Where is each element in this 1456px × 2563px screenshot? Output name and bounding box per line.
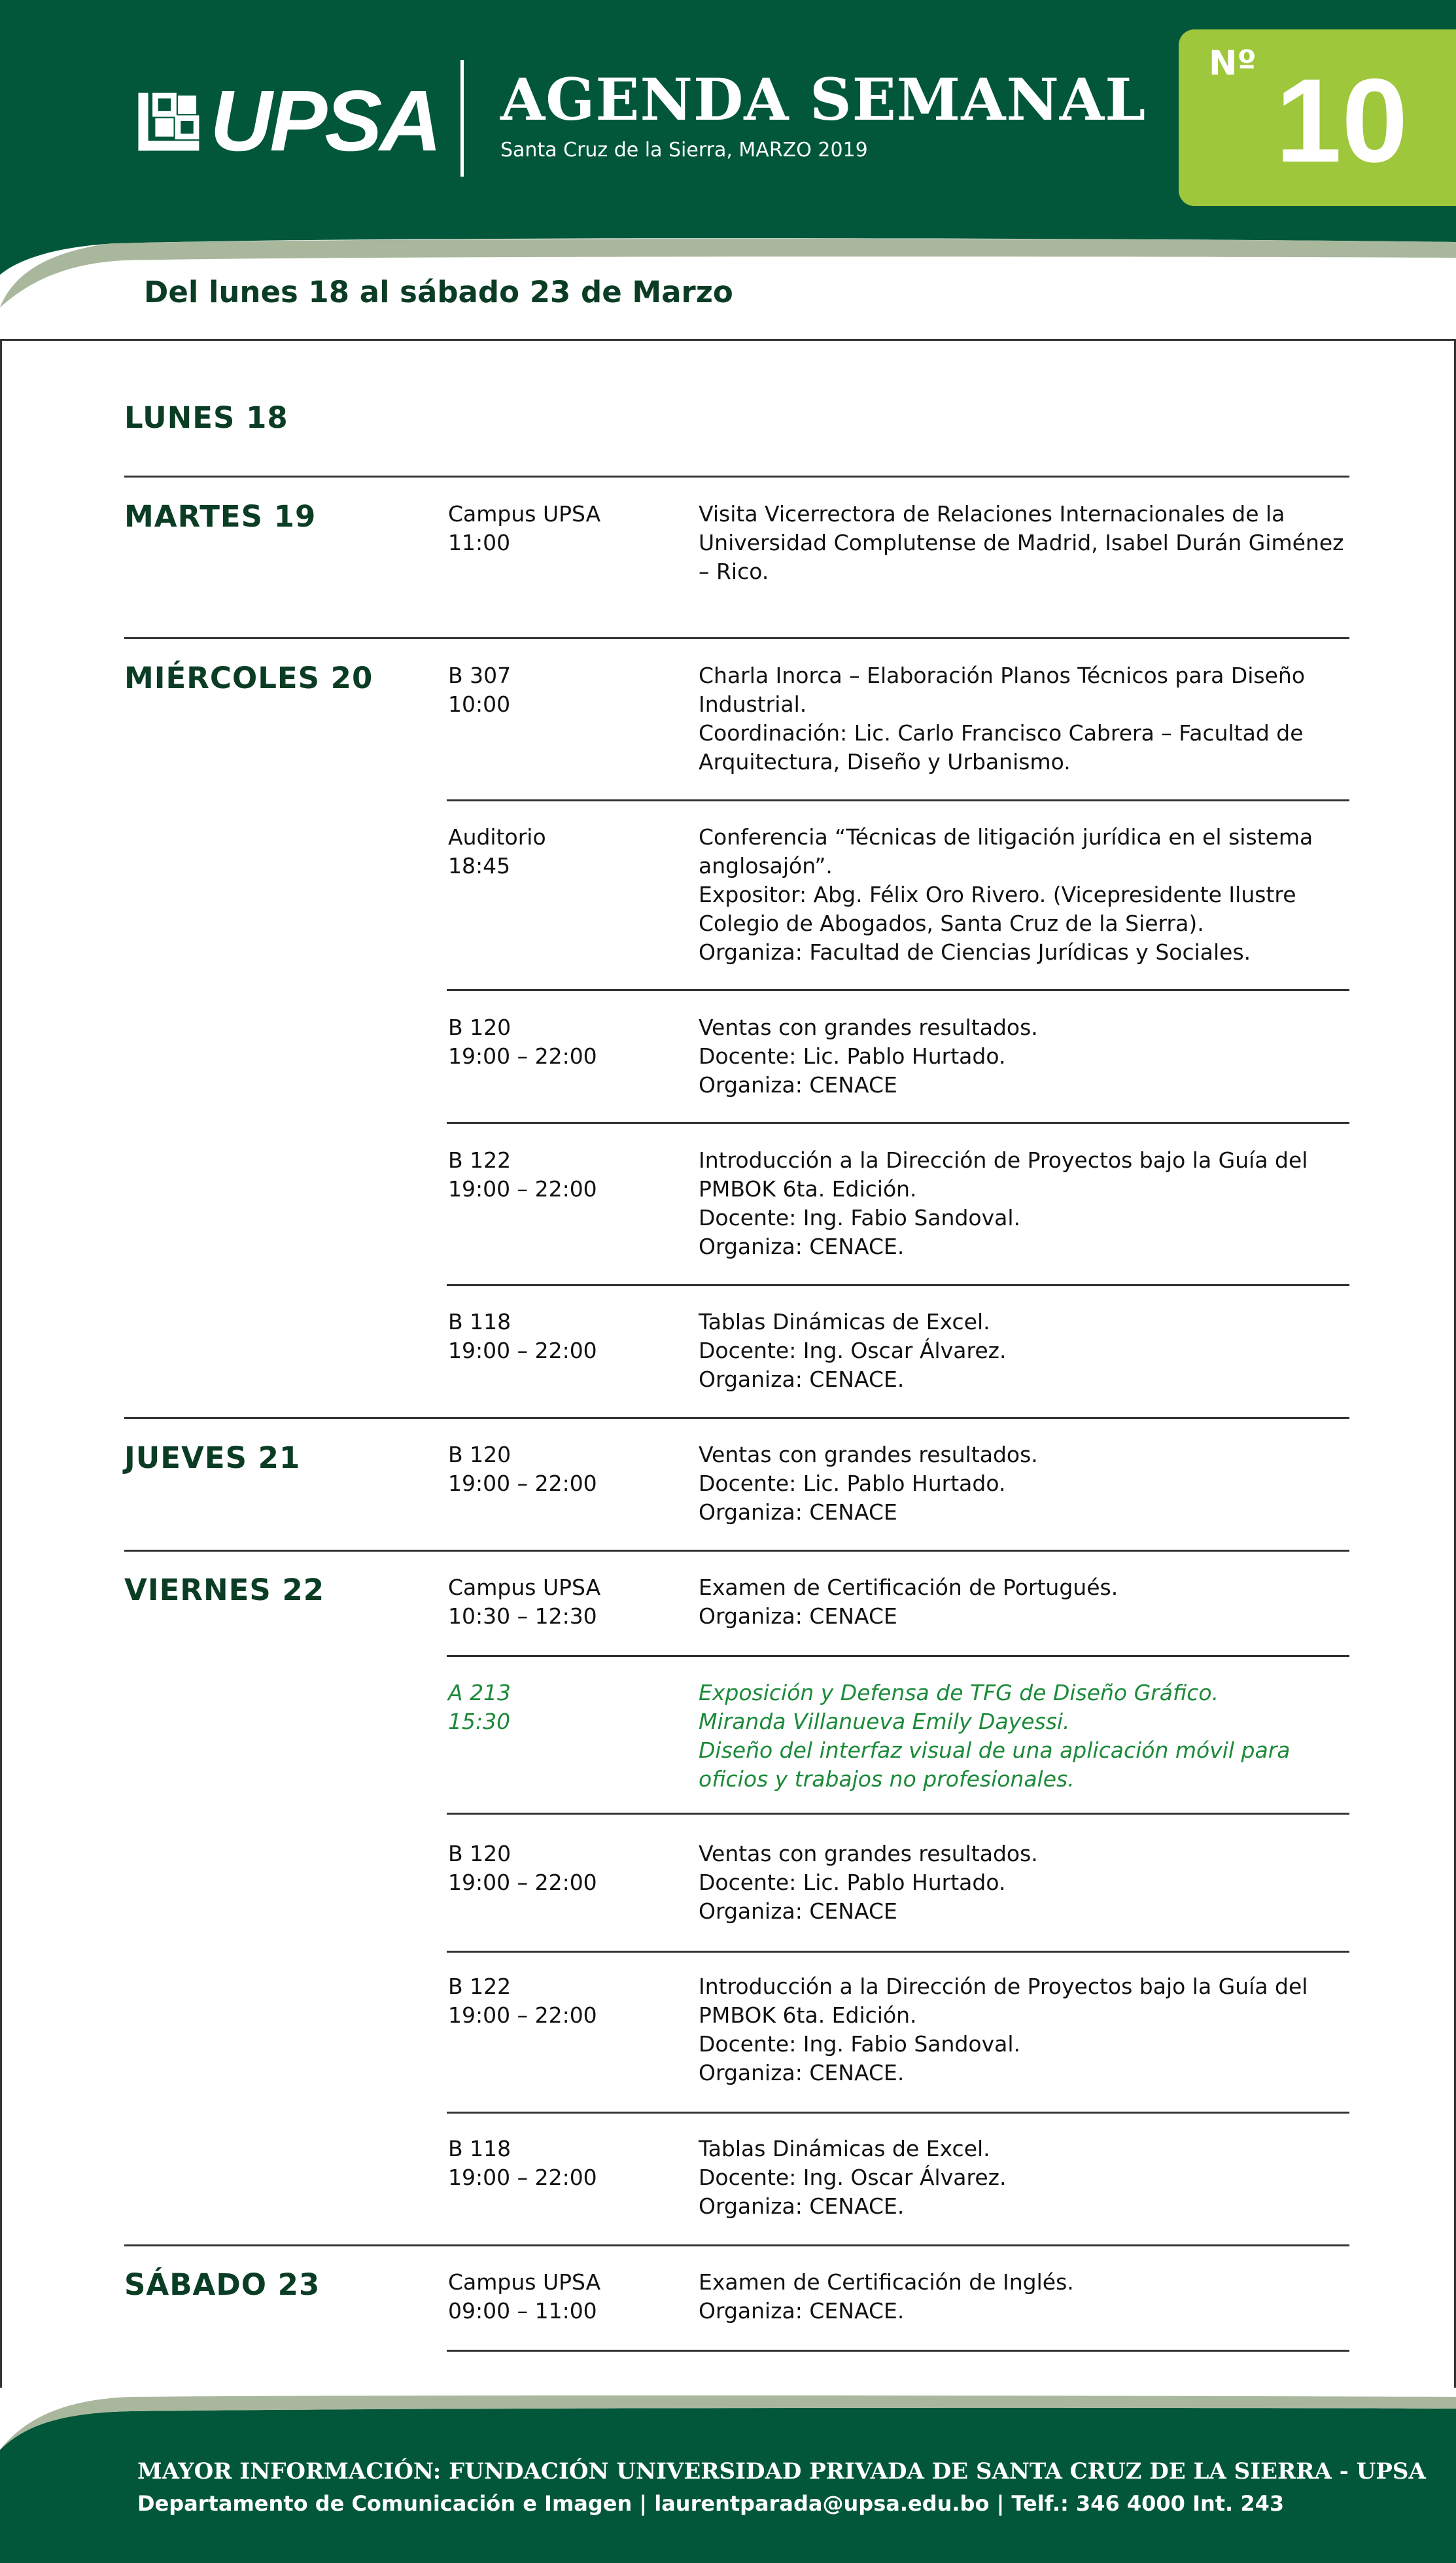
event-description-line: Tablas Dinámicas de Excel.: [699, 2136, 990, 2161]
day-divider: [124, 1417, 1349, 1419]
event-location: B 118: [448, 1309, 511, 1334]
event-description-line: Docente: Ing. Fabio Sandoval.: [699, 1205, 1020, 1230]
issue-number: 10: [1275, 54, 1408, 187]
event-description: [699, 2268, 1353, 2326]
event-description-line: Visita Vicerrectora de Relaciones Internacionales de la: [699, 501, 1285, 527]
event-description-line: Introducción a la Dirección de Proyectos bajo la Guía del: [699, 1147, 1308, 1173]
event-description-line: Docente: Ing. Oscar Álvarez.: [699, 1338, 1007, 1363]
event-description-line: Tablas Dinámicas de Excel.: [699, 1309, 990, 1334]
frame-border-left: [0, 340, 2, 2391]
page-title: AGENDA SEMANAL: [500, 65, 1147, 133]
event-description-line: Coordinación: Lic. Carlo Francisco Cabrera – Facultad de: [699, 720, 1304, 746]
event-time: 11:00: [448, 530, 511, 555]
header-divider: [460, 60, 464, 177]
event-description-line: Docente: Lic. Pablo Hurtado.: [699, 1471, 1006, 1496]
event-description-highlighted: [699, 1679, 1353, 1794]
day-label-miercoles: MIÉRCOLES 20: [124, 661, 373, 695]
day-label-sabado: SÁBADO 23: [124, 2267, 321, 2302]
event-description-line: Organiza: CENACE: [699, 1499, 897, 1525]
event-time: 19:00 – 22:00: [448, 2002, 597, 2028]
event-place: [448, 823, 684, 880]
event-description-line: oficios y trabajos no profesionales.: [699, 1766, 1075, 1792]
day-divider: [124, 637, 1349, 639]
day-label-viernes: VIERNES 22: [124, 1573, 325, 1607]
event-location: B 120: [448, 1442, 511, 1467]
event-description-line: Ventas con grandes resultados.: [699, 1841, 1038, 1866]
event-description-line: – Rico.: [699, 559, 769, 584]
event-description: [699, 1146, 1353, 1261]
event-place-highlighted: [448, 1679, 684, 1736]
event-description-line: Conferencia “Técnicas de litigación jurídica en el sistema: [699, 824, 1313, 850]
event-description: [699, 1839, 1353, 1926]
event-time: 19:00 – 22:00: [448, 2165, 597, 2190]
event-divider: [447, 1655, 1349, 1657]
event-divider: [447, 1122, 1349, 1124]
event-place: [448, 1839, 684, 1897]
event-location: A 213: [448, 1680, 511, 1705]
event-divider: [447, 989, 1349, 991]
header-banner: [0, 0, 1456, 340]
event-time: 19:00 – 22:00: [448, 1870, 597, 1895]
footer-info-line: MAYOR INFORMACIÓN: FUNDACIÓN UNIVERSIDAD PRIVADA DE SANTA CRUZ DE LA SIERRA - UPSA: [137, 2458, 1426, 2485]
event-time: 19:00 – 22:00: [448, 1043, 597, 1069]
day-label-lunes: LUNES 18: [124, 400, 288, 435]
event-description-line: Organiza: CENACE.: [699, 2060, 905, 2085]
event-description-line: Organiza: CENACE: [699, 1072, 897, 1098]
event-description-line: Charla Inorca – Elaboración Planos Técnicos para Diseño: [699, 663, 1306, 688]
event-location: B 120: [448, 1841, 511, 1866]
event-description-line: Organiza: CENACE.: [699, 2298, 905, 2324]
event-description-line: Docente: Lic. Pablo Hurtado.: [699, 1043, 1006, 1069]
event-time: 19:00 – 22:00: [448, 1176, 597, 1202]
event-description-line: Organiza: Facultad de Ciencias Jurídicas y Sociales.: [699, 939, 1251, 965]
event-divider: [447, 799, 1349, 801]
page-subtitle: Santa Cruz de la Sierra, MARZO 2019: [500, 139, 868, 162]
event-description-line: PMBOK 6ta. Edición.: [699, 1176, 917, 1202]
event-description: [699, 1573, 1353, 1631]
event-description-line: Docente: Ing. Oscar Álvarez.: [699, 2165, 1007, 2190]
event-description-line: Docente: Lic. Pablo Hurtado.: [699, 1870, 1006, 1895]
event-location: B 120: [448, 1015, 511, 1040]
event-location: B 307: [448, 663, 511, 688]
event-description-line: Examen de Certificación de Portugués.: [699, 1575, 1118, 1600]
event-description: [699, 500, 1353, 586]
event-location: Auditorio: [448, 824, 546, 850]
event-description-line: Miranda Villanueva Emily Dayessi.: [699, 1709, 1070, 1734]
event-description-line: Diseño del interfaz visual de una aplicación móvil para: [699, 1737, 1291, 1763]
event-description-line: Universidad Complutense de Madrid, Isabel Durán Giménez: [699, 530, 1344, 555]
event-description-line: Colegio de Abogados, Santa Cruz de la Sierra).: [699, 911, 1204, 936]
event-place: [448, 1146, 684, 1204]
event-description: [699, 2135, 1353, 2221]
day-label-martes: MARTES 19: [124, 499, 317, 534]
event-time: 15:30: [448, 1709, 511, 1734]
day-divider: [124, 476, 1349, 478]
event-description-line: Organiza: CENACE.: [699, 1367, 905, 1392]
event-time: 10:30 – 12:30: [448, 1603, 597, 1629]
event-description-line: Docente: Ing. Fabio Sandoval.: [699, 2031, 1020, 2057]
header-rule: [0, 339, 1456, 341]
event-place: [448, 661, 684, 719]
event-time: 19:00 – 22:00: [448, 1338, 597, 1363]
event-description-line: Organiza: CENACE.: [699, 1234, 905, 1259]
event-divider: [447, 1813, 1349, 1815]
upsa-wordmark: UPSA: [210, 73, 440, 169]
event-location: Campus UPSA: [448, 1575, 601, 1600]
event-description-line: Arquitectura, Diseño y Urbanismo.: [699, 749, 1071, 775]
day-divider: [124, 1550, 1349, 1552]
event-location: B 118: [448, 2136, 511, 2161]
issue-number-symbol: Nº: [1209, 44, 1257, 83]
event-divider: [447, 2112, 1349, 2114]
event-description-line: Organiza: CENACE: [699, 1603, 897, 1629]
event-description-line: Industrial.: [699, 691, 807, 717]
event-divider: [447, 1951, 1349, 1953]
event-description: [699, 823, 1353, 967]
upsa-emblem-icon: [134, 86, 205, 156]
issue-number-badge: [1179, 29, 1456, 206]
event-place: [448, 2135, 684, 2192]
footer-contact-line: Departamento de Comunicación e Imagen | laurentparada@upsa.edu.bo | Telf.: 346 4000 Int. 243: [137, 2491, 1285, 2516]
event-place: [448, 2268, 684, 2326]
event-description: [699, 1013, 1353, 1100]
event-time: 10:00: [448, 691, 511, 717]
event-description-line: Organiza: CENACE.: [699, 2193, 905, 2219]
event-divider: [447, 1284, 1349, 1286]
upsa-logo: [134, 73, 440, 169]
event-description: [699, 1440, 1353, 1527]
day-divider: [124, 2244, 1349, 2246]
event-description-line: Ventas con grandes resultados.: [699, 1442, 1038, 1467]
day-label-jueves: JUEVES 21: [124, 1440, 301, 1475]
event-time: 09:00 – 11:00: [448, 2298, 597, 2324]
event-description-line: PMBOK 6ta. Edición.: [699, 2002, 917, 2028]
event-place: [448, 1013, 684, 1071]
event-description-line: Exposición y Defensa de TFG de Diseño Gráfico.: [699, 1680, 1219, 1705]
event-description-line: Expositor: Abg. Félix Oro Rivero. (Vicepresidente Ilustre: [699, 882, 1296, 907]
event-place: [448, 500, 684, 557]
event-place: [448, 1308, 684, 1365]
event-location: Campus UPSA: [448, 501, 601, 527]
event-description: [699, 1308, 1353, 1394]
event-time: 19:00 – 22:00: [448, 1471, 597, 1496]
event-location: B 122: [448, 1974, 511, 1999]
event-place: [448, 1440, 684, 1498]
footer-banner: [0, 2388, 1456, 2563]
event-place: [448, 1573, 684, 1631]
date-range: Del lunes 18 al sábado 23 de Marzo: [144, 275, 733, 309]
event-description-line: Organiza: CENACE: [699, 1898, 897, 1924]
event-description-line: Ventas con grandes resultados.: [699, 1015, 1038, 1040]
event-description: [699, 1972, 1353, 2087]
event-location: B 122: [448, 1147, 511, 1173]
event-place: [448, 1972, 684, 2030]
event-time: 18:45: [448, 853, 511, 879]
event-location: Campus UPSA: [448, 2269, 601, 2295]
event-description-line: anglosajón”.: [699, 853, 833, 879]
event-description-line: Introducción a la Dirección de Proyectos bajo la Guía del: [699, 1974, 1308, 1999]
event-divider: [447, 2350, 1349, 2352]
event-description-line: Examen de Certificación de Inglés.: [699, 2269, 1074, 2295]
event-description: [699, 661, 1353, 776]
